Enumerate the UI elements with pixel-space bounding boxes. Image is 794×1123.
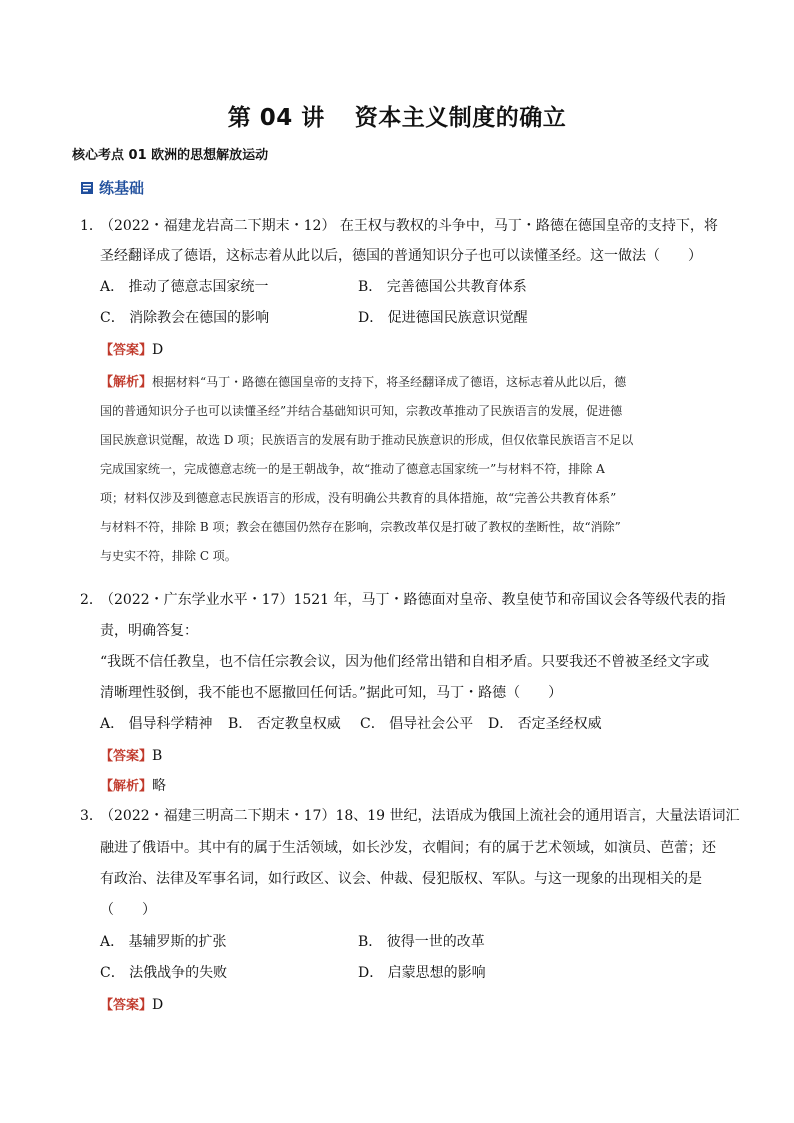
option-c: C． 倡导社会公平 [360,716,474,732]
section-label: 练基础 [99,179,145,197]
page-title [0,99,794,132]
explanation-line: 项；材料仅涉及到德意志民族语言的形成，没有明确公共教育的具体措施，故“完善公共教育体系” [100,491,617,505]
question-stem-line: （2022・广东学业水平・17）1521 年，马丁・路德面对皇帝、教皇使节和帝国议会各等级代表的指 [100,592,726,608]
question-stem-line: 有政治、法律及军事名词，如行政区、议会、仲裁、侵犯版权、军队。与这一现象的出现相关的是 [100,871,702,887]
question-stem-line: 清晰理性驳倒，我不能也不愿撤回任何话。”据此可知，马丁・路德（ ） [100,685,563,701]
answer-tag: 【答案】 [100,343,153,358]
explanation-line [100,372,626,393]
option-b: B． 完善德国公共教育体系 [358,279,527,295]
explanation-line: 与史实不符，排除 C 项。 [100,549,237,563]
explanation-line: 完成国家统一，完成德意志统一的是王朝战争，故“推动了德意志国家统一”与材料不符，排除 A [100,462,605,476]
answer-tag: 【答案】 [100,998,153,1013]
explanation-line: 国民族意识觉醒，故选 D 项；民族语言的发展有助于推动民族意识的形成，但仅依靠民族语言不足以 [100,433,634,447]
answer-tag: 【答案】 [100,749,153,764]
answer-value: D [152,342,164,358]
answer-value: B [152,748,163,764]
option-b: B． 彼得一世的改革 [358,934,485,950]
lecture-number: 第 04 讲 [227,105,325,131]
option-c: C． 消除教会在德国的影响 [100,310,270,326]
core-point-heading: 核心考点 01 欧洲的思想解放运动 [72,148,269,163]
question-stem-line: “我既不信任教皇，也不信任宗教会议，因为他们经常出错和自相矛盾。只要我还不曾被圣经文字或 [100,654,710,670]
question-stem-line: 圣经翻译成了德语，这标志着从此以后，德国的普通知识分子也可以读懂圣经。这一做法（ ） [100,248,702,264]
question-stem-line: （ ） [100,902,156,918]
option-c: C． 法俄战争的失败 [100,965,228,981]
option-d: D． 启蒙思想的影响 [358,965,486,981]
question-stem-line: （2022・福建龙岩高二下期末・12） 在王权与教权的斗争中，马丁・路德在德国皇帝的支持下，将 [100,218,718,234]
option-b: B． 否定教皇权威 [228,716,341,732]
explanation-tag: 【解析】 [100,779,153,794]
answer-line [100,995,163,1016]
option-a: A． 倡导科学精神 [100,716,213,732]
answer-value: D [152,997,164,1013]
question-stem-line: 融进了俄语中。其中有的属于生活领域，如长沙发，衣帽间；有的属于艺术领域，如演员、芭蕾；还 [100,840,716,856]
lecture-topic: 资本主义制度的确立 [354,105,567,131]
answer-line [100,340,163,361]
explanation-text: 略 [152,778,167,794]
question-number: 1． [80,218,103,234]
section-heading [80,177,144,198]
explanation-line: 与材料不符，排除 B 项；教会在德国仍然存在影响，宗教改革仅是打破了教权的垄断性，故“消除” [100,520,621,534]
option-a: A． 基辅罗斯的扩张 [100,934,227,950]
explanation-text: 根据材料“马丁・路德在德国皇帝的支持下，将圣经翻译成了德语，这标志着从此以后，德 [152,375,627,389]
book-icon [80,181,94,195]
question-number: 3． [80,808,103,824]
explanation-tag: 【解析】 [100,375,153,390]
question-stem-line: （2022・福建三明高二下期末・17）18、19 世纪，法语成为俄国上流社会的通用语言，大量法语词汇 [100,808,740,824]
question-number: 2． [80,592,103,608]
explanation-line [100,776,166,797]
option-a: A． 推动了德意志国家统一 [100,279,269,295]
answer-line [100,746,162,767]
question-stem-line: 责，明确答复： [100,623,198,639]
option-d: D． 否定圣经权威 [488,716,602,732]
option-d: D． 促进德国民族意识觉醒 [358,310,528,326]
explanation-line: 国的普通知识分子也可以读懂圣经”并结合基础知识可知，宗教改革推动了民族语言的发展，促进德 [100,404,623,418]
